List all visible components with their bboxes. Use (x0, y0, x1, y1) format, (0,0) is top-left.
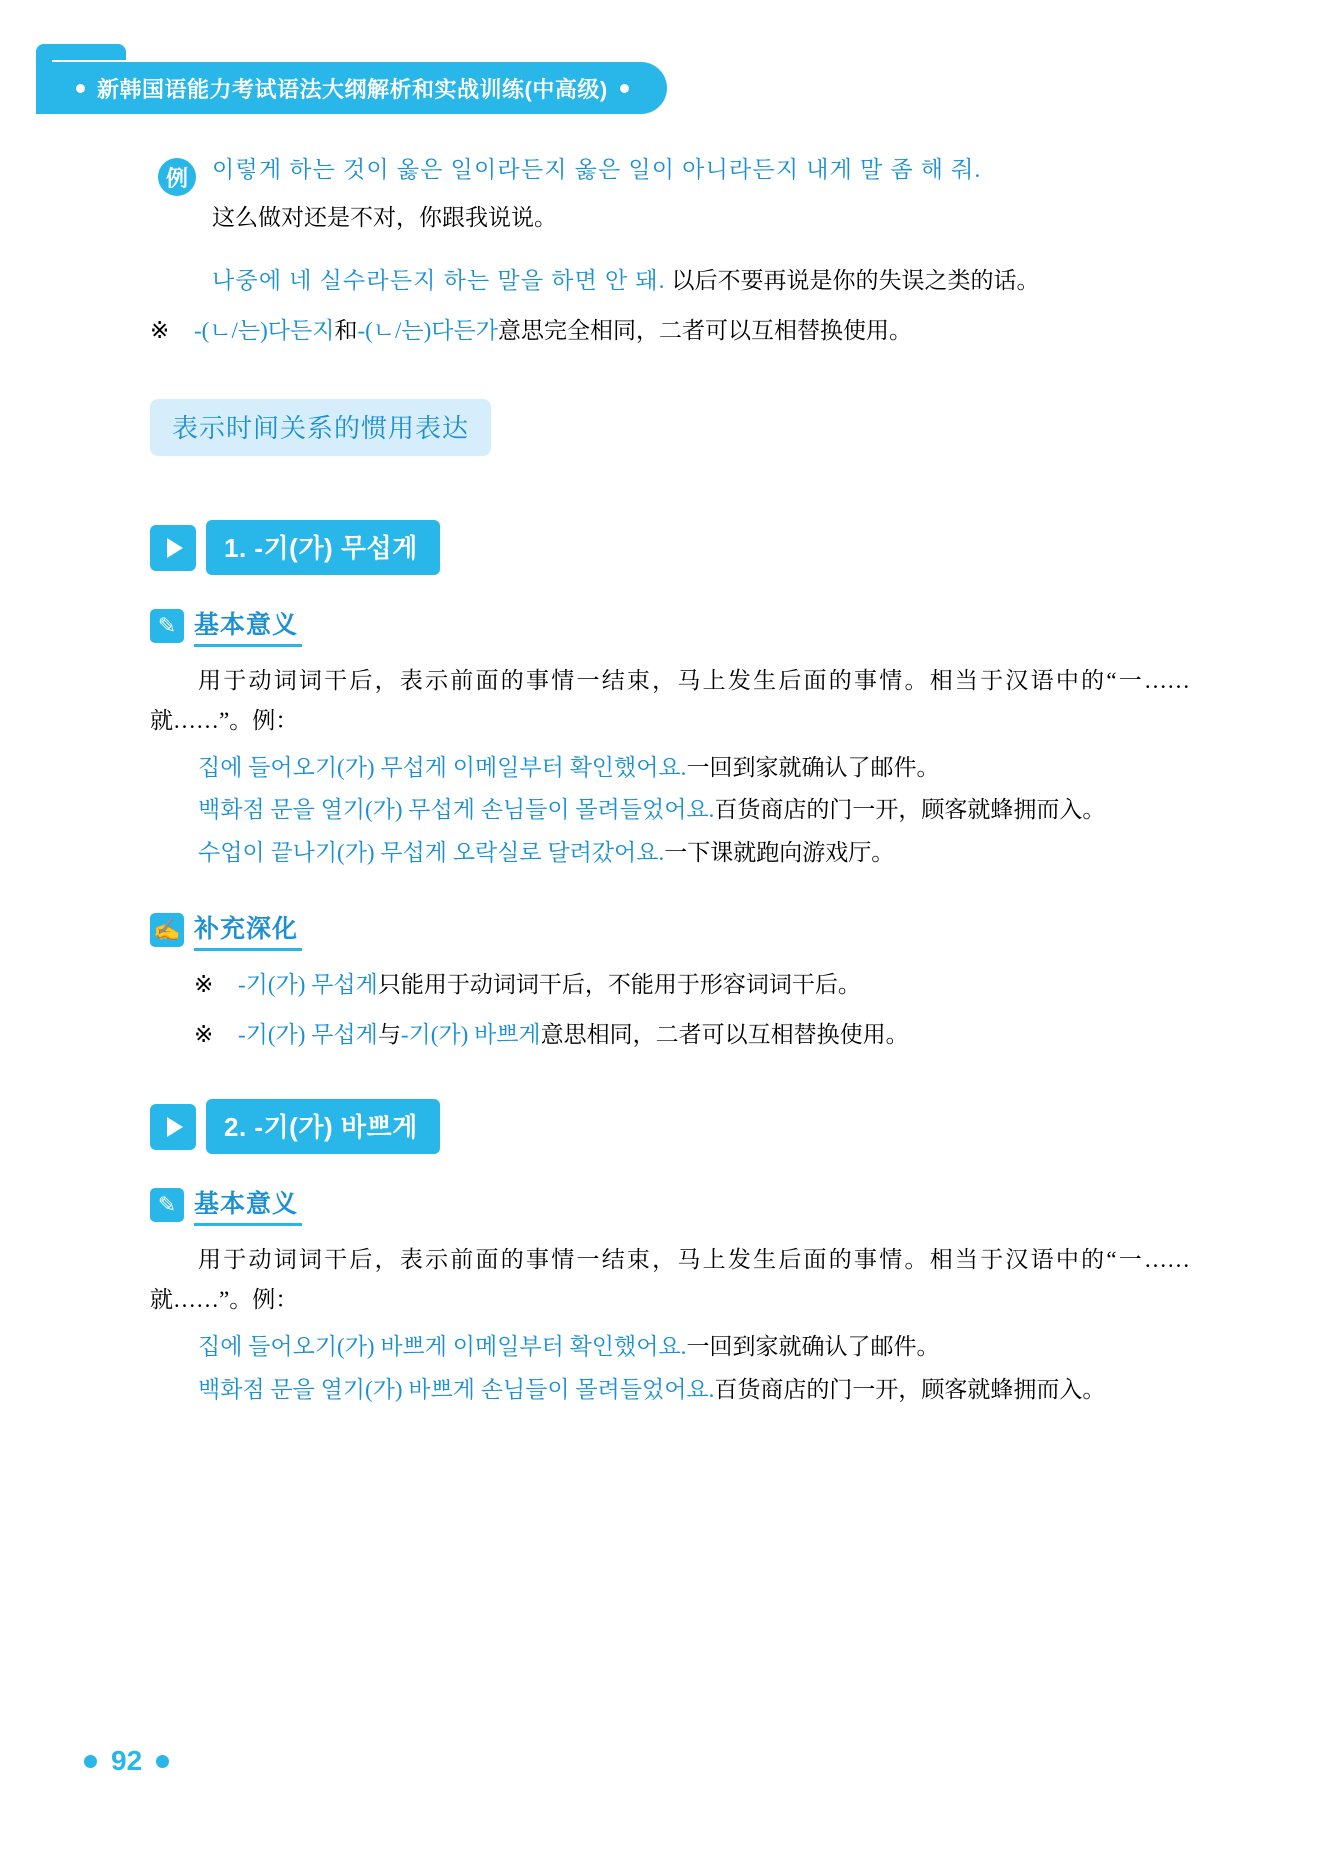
note-mark: ※ (194, 971, 214, 997)
note-chinese-1: 与 (377, 1022, 401, 1048)
example-chinese: 一下课就跑向游戏厅。 (664, 839, 895, 865)
example-korean: 집에 들어오기(가) 바쁘게 이메일부터 확인했어요. (198, 1334, 687, 1360)
note-mark: ※ (150, 317, 170, 343)
example-item-translation (212, 198, 1190, 238)
pen-icon: ✎ (150, 1188, 184, 1222)
grammar-1-note-2 (150, 1015, 1190, 1055)
section-heading: 表示时间关系的惯用表达 (150, 399, 491, 456)
note-row (150, 311, 1190, 351)
corner-bracket-top (36, 44, 126, 60)
example-chinese: 百货商店的门一开，顾客就蜂拥而入。 (714, 1376, 1106, 1402)
note-chinese-2: 意思相同，二者可以互相替换使用。 (540, 1022, 909, 1048)
note-mark: ※ (194, 1022, 214, 1048)
example-item (212, 150, 1190, 190)
example-badge-icon: 例 (158, 158, 196, 196)
grammar-heading-2 (150, 1099, 1190, 1154)
subheading-basic-meaning-2 (150, 1184, 1190, 1226)
example-korean: 백화점 문을 열기(가) 바쁘게 손님들이 몰려들었어요. (198, 1376, 715, 1402)
note-korean-1: -(ㄴ/는)다든지 (194, 317, 335, 343)
note-korean-1: -기(가) 무섭게 (238, 1022, 378, 1048)
grammar-2-example-2 (150, 1370, 1190, 1410)
example-korean: 수업이 끝나기(가) 무섭게 오락실로 달려갔어요. (198, 839, 665, 865)
example-korean: 이렇게 하는 것이 옳은 일이라든지 옳은 일이 아니라든지 내게 말 좀 해 줘. (212, 157, 982, 182)
note-korean-2: -(ㄴ/는)다든가 (357, 317, 498, 343)
note-body (194, 311, 1190, 351)
page-number: 92 (111, 1745, 143, 1776)
example-korean: 나중에 네 실수라든지 하는 말을 하면 안 돼. (212, 267, 666, 293)
footer-dot-left-icon (84, 1755, 97, 1768)
subheading-extra-1 (150, 909, 1190, 951)
example-chinese: 一回到家就确认了邮件。 (686, 1334, 940, 1360)
page-header (36, 62, 667, 114)
subheading-basic-meaning-1 (150, 605, 1190, 647)
page-content (150, 150, 1190, 1412)
grammar-1-example-3 (150, 833, 1190, 873)
grammar-title-2: 2. -기(가) 바쁘게 (206, 1099, 440, 1154)
grammar-1-description: 用于动词词干后，表示前面的事情一结束，马上发生后面的事情。相当于汉语中的“一……就……”。例： (150, 668, 1190, 733)
grammar-1-example-1 (150, 748, 1190, 788)
grammar-1-note-1 (150, 965, 1190, 1005)
example-item (212, 261, 1190, 301)
header-title: 新韩国语能力考试语法大纲解析和实战训练(中高级) (97, 76, 608, 102)
note-korean-2: -기(가) 바쁘게 (400, 1022, 541, 1048)
note-chinese-2: 意思完全相同，二者可以互相替换使用。 (497, 317, 912, 343)
example-korean: 백화점 문을 열기(가) 무섭게 손님들이 몰려들었어요. (198, 797, 715, 823)
example-block (150, 150, 1190, 301)
footer-dot-right-icon (156, 1755, 169, 1768)
grammar-1-example-2 (150, 790, 1190, 830)
note-body (238, 1015, 1190, 1055)
header-dot-left-icon (76, 84, 85, 93)
subheading-label: 补充深化 (194, 909, 302, 951)
page-footer (84, 1745, 169, 1777)
example-chinese: 百货商店的门一开，顾客就蜂拥而入。 (714, 797, 1106, 823)
grammar-heading-1 (150, 520, 1190, 575)
play-icon (150, 1104, 196, 1150)
header-dot-right-icon (620, 84, 629, 93)
example-chinese: 一回到家就确认了邮件。 (686, 755, 940, 781)
note-chinese-1: 只能用于动词词干后，不能用于形容词词干后。 (377, 971, 861, 997)
grammar-2-example-1 (150, 1327, 1190, 1367)
grammar-title-1: 1. -기(가) 무섭게 (206, 520, 440, 575)
note-body (238, 965, 1190, 1005)
play-icon (150, 525, 196, 571)
example-chinese: 这么做对还是不对，你跟我说说。 (212, 205, 557, 231)
hand-icon: ✍ (150, 913, 184, 947)
note-korean-1: -기(가) 무섭게 (238, 971, 378, 997)
example-korean: 집에 들어오기(가) 무섭게 이메일부터 확인했어요. (198, 755, 687, 781)
grammar-2-description: 用于动词词干后，表示前面的事情一结束，马上发生后面的事情。相当于汉语中的“一……就……”。例： (150, 1247, 1190, 1312)
subheading-label: 基本意义 (194, 605, 302, 647)
note-chinese-1: 和 (334, 317, 358, 343)
pen-icon: ✎ (150, 609, 184, 643)
example-chinese: 以后不要再说是你的失误之类的话。 (671, 267, 1040, 293)
subheading-label: 基本意义 (194, 1184, 302, 1226)
